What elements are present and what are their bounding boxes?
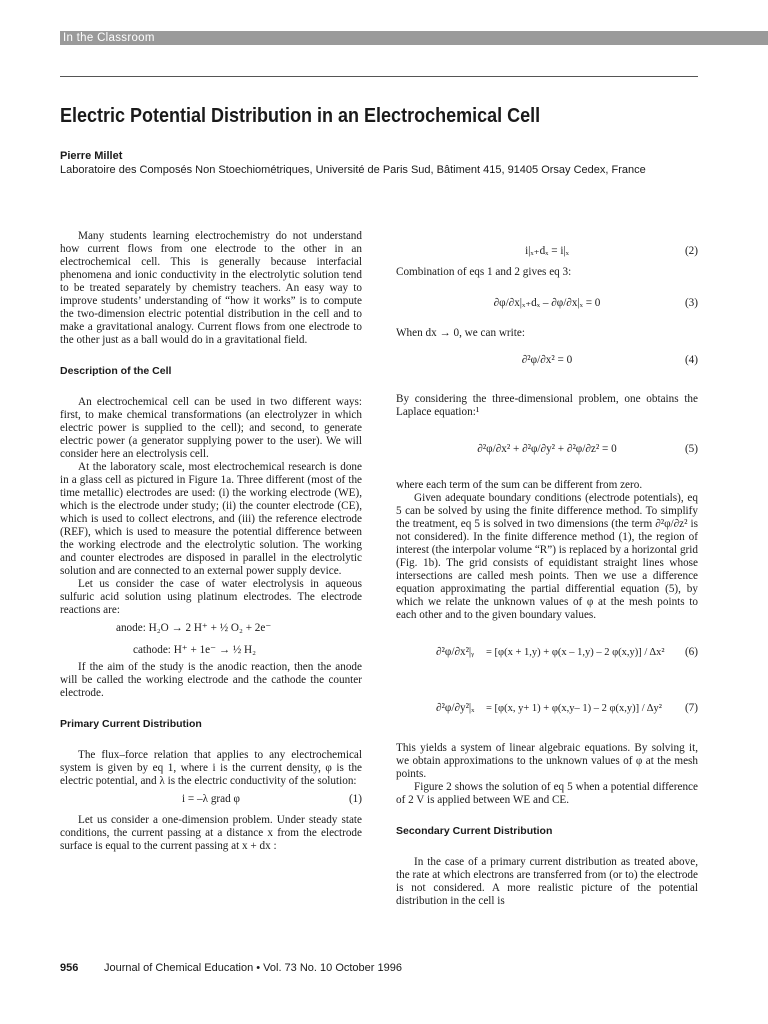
- equation-5-number: (5): [684, 443, 698, 455]
- equation-5: [396, 419, 698, 479]
- author-name: Pierre Millet: [60, 150, 123, 162]
- author-affiliation: Laboratoire des Composés Non Stoechiométriques, Université de Paris Sud, Bâtiment 415, 91405 Orsay Cedex, France: [60, 164, 646, 176]
- journal-citation: Journal of Chemical Education • Vol. 73 No. 10 October 1996: [104, 962, 402, 974]
- given-paragraph: Given adequate boundary conditions (electrode potentials), eq 5 can be solved by using the finite difference method. To simplify the treatment, eq 5 is solved in two dimensions (the term ∂²φ/∂z² is not considered). In the finite difference method (1), the region of interest (the interpolar volume “R”) is replaced by a horizontal grid (Fig. 1b). The grid consists of equidistant straight lines whose intersections are called mesh points. Then we use a difference equation approximating the partial differential equation (5), by which we relate the unknown values of φ at the mesh points to each other and to the given boundary values.: [396, 492, 698, 621]
- where-text: where each term of the sum can be different from zero.: [396, 479, 643, 491]
- equation-7-rhs: = [φ(x, y+ 1) + φ(x,y– 1) – 2 φ(x,y)] / Δy²: [486, 703, 662, 714]
- combination-text: Combination of eqs 1 and 2 gives eq 3:: [396, 266, 572, 278]
- laplace-intro: By considering the three-dimensional problem, one obtains the Laplace equation:¹: [396, 393, 698, 418]
- section-banner: [60, 31, 768, 45]
- equation-7-lhs: ∂²φ/∂y²|ₓ: [436, 702, 475, 714]
- equation-6-number: (6): [684, 646, 698, 658]
- equation-5-body: ∂²φ/∂x² + ∂²φ/∂y² + ∂²φ/∂z² = 0: [477, 443, 617, 455]
- equation-6-lhs: ∂²φ/∂x²|ᵧ: [436, 646, 475, 658]
- figure2-paragraph: Figure 2 shows the solution of eq 5 when a potential difference of 2 V is applied between WE and CE.: [396, 781, 698, 806]
- equation-3: [396, 279, 698, 327]
- cathode-reaction: cathode: H⁺ + 1e⁻ → ½ H₂: [133, 644, 256, 656]
- equation-3-body: ∂φ/∂x|ₓ₊dₓ – ∂φ/∂x|ₓ = 0: [493, 297, 601, 309]
- equation-4-number: (4): [684, 354, 698, 366]
- right-column: [396, 240, 698, 908]
- cell-paragraph-3: Let us consider the case of water electrolysis in aqueous sulfuric acid solution using platinum electrodes. The electrode reactions are:: [60, 578, 362, 616]
- equation-4: [396, 340, 698, 380]
- equation-2: [396, 240, 698, 266]
- cell-paragraph-2: At the laboratory scale, most electrochemical research is done in a glass cell as pictured in Figure 1a. Three different (most of the time metallic) electrodes are used: (i) the working electrode (WE), which is the electrode under study; (ii) the counter electrode (CE), which is used to collect electrons, and (iii) the reference electrode (REF), which is used to measure the potential difference between the working electrode and the electrolytic solution. The working and counter electrodes are disposed in parallel in the electrolytic solution and are connected to an external power supply device.: [60, 461, 362, 577]
- equation-7: [396, 684, 698, 742]
- anode-reaction: anode: H₂O → 2 H⁺ + ½ O₂ + 2e⁻: [116, 622, 272, 634]
- primary-paragraph-1: The flux–force relation that applies to any electrochemical system is given by eq 1, where i is the current density, φ is the electric potential, and λ is the electric conductivity of the solution:: [60, 749, 362, 787]
- left-column: [60, 230, 362, 853]
- equation-7-number: (7): [684, 702, 698, 714]
- when-text: When dx → 0, we can write:: [396, 327, 525, 339]
- equation-1-number: (1): [348, 793, 362, 805]
- equation-2-number: (2): [684, 245, 698, 257]
- equation-1: [60, 788, 362, 814]
- section-label: In the Classroom: [63, 32, 155, 44]
- primary-paragraph-2: Let us consider a one-dimension problem. Under steady state conditions, the current passing at a distance x from the electrode surface is equal to the current passing at x + dx :: [60, 814, 362, 852]
- heading-secondary-current: Secondary Current Distribution: [396, 825, 553, 837]
- heading-primary-current: Primary Current Distribution: [60, 718, 202, 730]
- page-footer: [60, 962, 402, 974]
- intro-paragraph: Many students learning electrochemistry do not understand how current flows from one electrode to the other in an electrochemical cell. This is generally because interfacial phenomena and ionic conductivity in the electrolytic solution tend to be treated separately by chemistry teachers. An easy way to improve students’ understanding of “how it works” is to compute the two-dimension electric potential distribution in the cell and to make a gravitational analogy. Current flows from one electrode to the other just as a ball would do in a gravitational field.: [60, 230, 362, 346]
- equation-1-body: i = –λ grad φ: [182, 793, 240, 805]
- equation-3-number: (3): [684, 297, 698, 309]
- page-number: 956: [60, 962, 79, 974]
- equation-2-body: i|ₓ₊dₓ = i|ₓ: [525, 245, 569, 257]
- cell-paragraph-1: An electrochemical cell can be used in two different ways: first, to make chemical transformations (an electrolyzer in which electric power is supplied to the cell); and second, to generate electric power (a generator supplying power to the user). We will consider here an electrolysis cell.: [60, 396, 362, 460]
- heading-description-of-cell: Description of the Cell: [60, 365, 172, 377]
- equation-6-rhs: = [φ(x + 1,y) + φ(x – 1,y) – 2 φ(x,y)] / Δx²: [486, 647, 665, 658]
- cell-paragraph-4: If the aim of the study is the anodic reaction, then the anode will be called the working electrode and the cathode the counter electrode.: [60, 661, 362, 699]
- article-title: Electric Potential Distribution in an Electrochemical Cell: [60, 105, 541, 127]
- equation-6: [396, 622, 698, 684]
- equation-4-body: ∂²φ/∂x² = 0: [521, 354, 573, 366]
- header-rule: [60, 76, 698, 77]
- yields-paragraph: This yields a system of linear algebraic equations. By solving it, we obtain approximations to the unknown values of φ at the mesh points.: [396, 742, 698, 780]
- secondary-paragraph-1: In the case of a primary current distribution as treated above, the rate at which electrons are transferred from (or to) the electrode is not considered. A more realistic picture of the potential distribution in the cell is: [396, 856, 698, 907]
